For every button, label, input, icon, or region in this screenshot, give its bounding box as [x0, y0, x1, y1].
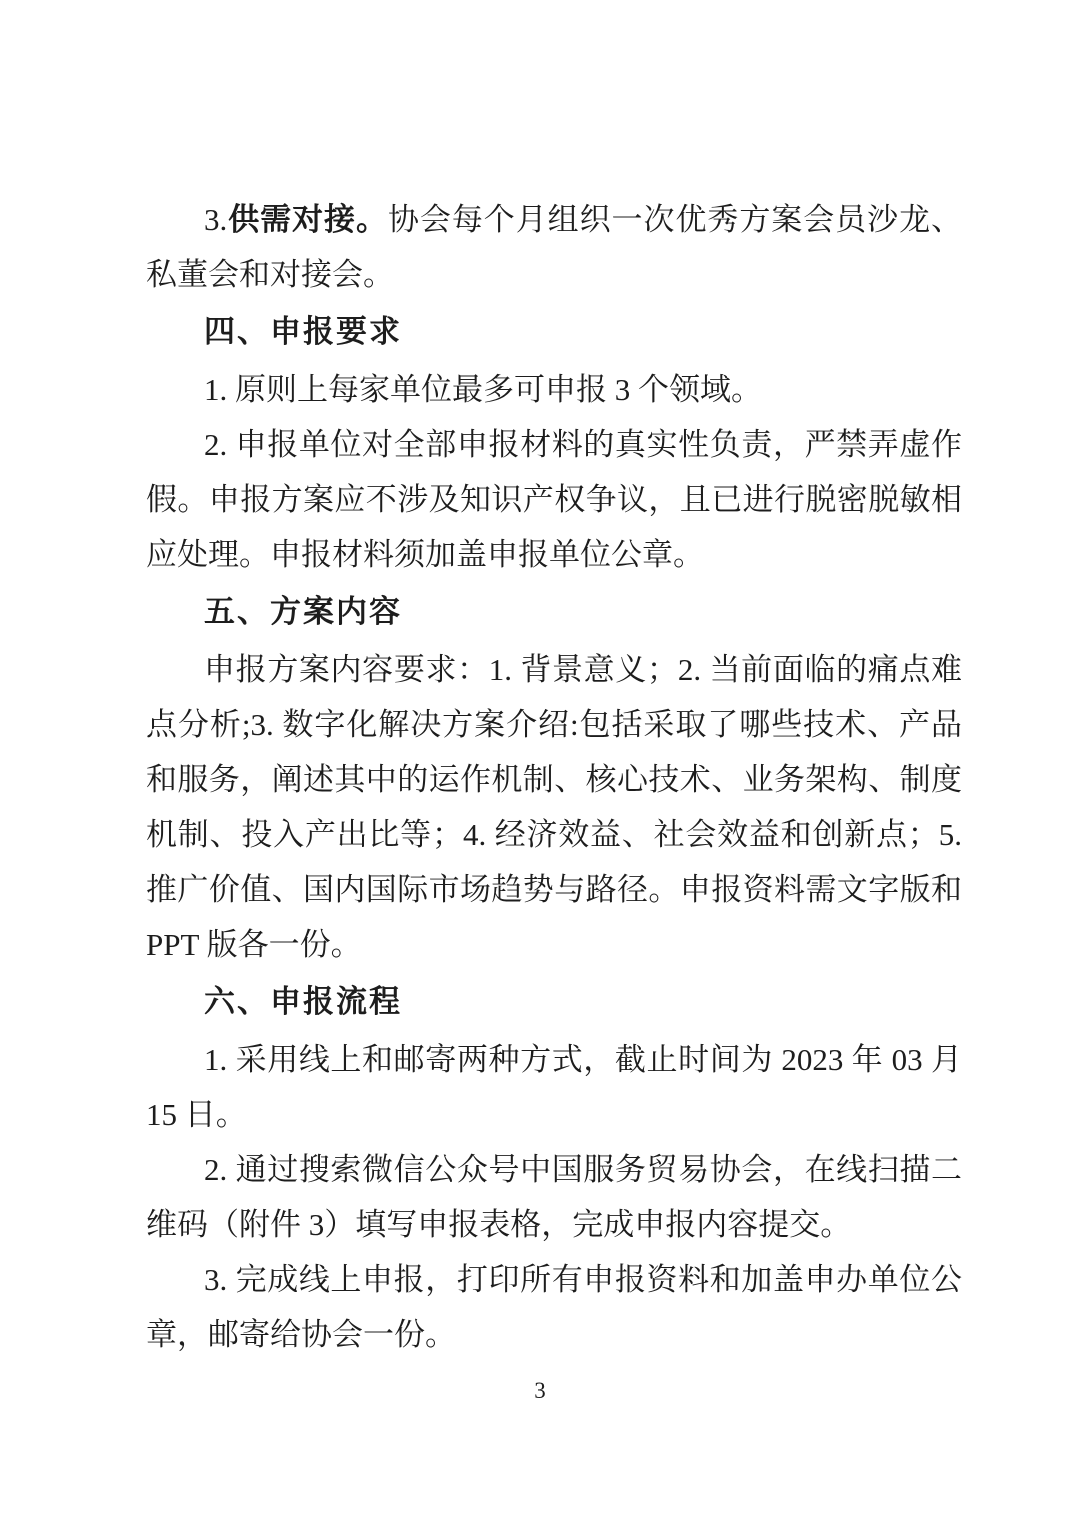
paragraph-item-number: 3. — [204, 202, 228, 237]
section-heading-5: 五、方案内容 — [204, 594, 402, 629]
section-heading-6: 六、申报流程 — [204, 984, 402, 1019]
section6-paragraph-1: 1. 采用线上和邮寄两种方式，截止时间为 2023 年 03 月 15 日。 — [146, 1042, 962, 1132]
section5-paragraph-1: 申报方案内容要求：1. 背景意义；2. 当前面临的痛点难点分析;3. 数字化解决方案介绍:包括采取了哪些技术、产品和服务，阐述其中的运作机制、核心技术、业务架构、制度机制、投入产出比等；4. 经济效益、社会效益和创新点；5. 推广价值、国内国际市场趋势与路径。申报资料需文字版和 PPT 版各一份。 — [146, 652, 962, 962]
section4-paragraph-1: 1. 原则上每家单位最多可申报 3 个领域。 — [204, 372, 762, 407]
section6-paragraph-2: 2. 通过搜索微信公众号中国服务贸易协会，在线扫描二维码（附件 3）填写申报表格，完成申报内容提交。 — [146, 1152, 962, 1242]
document-body — [146, 192, 962, 1362]
section6-paragraph-3: 3. 完成线上申报，打印所有申报资料和加盖申办单位公章，邮寄给协会一份。 — [146, 1262, 962, 1352]
section-heading-4: 四、申报要求 — [204, 314, 402, 349]
section4-paragraph-2: 2. 申报单位对全部申报材料的真实性负责，严禁弄虚作假。申报方案应不涉及知识产权争议，且已进行脱密脱敏相应处理。申报材料须加盖申报单位公章。 — [146, 427, 962, 572]
paragraph-text: 协会每个月组织一次优秀方案会员沙龙、私董会和对接会。 — [146, 202, 963, 292]
paragraph-bold-lead: 供需对接。 — [227, 202, 388, 237]
page-number: 3 — [534, 1378, 546, 1403]
paragraph-supply-demand — [146, 192, 962, 302]
